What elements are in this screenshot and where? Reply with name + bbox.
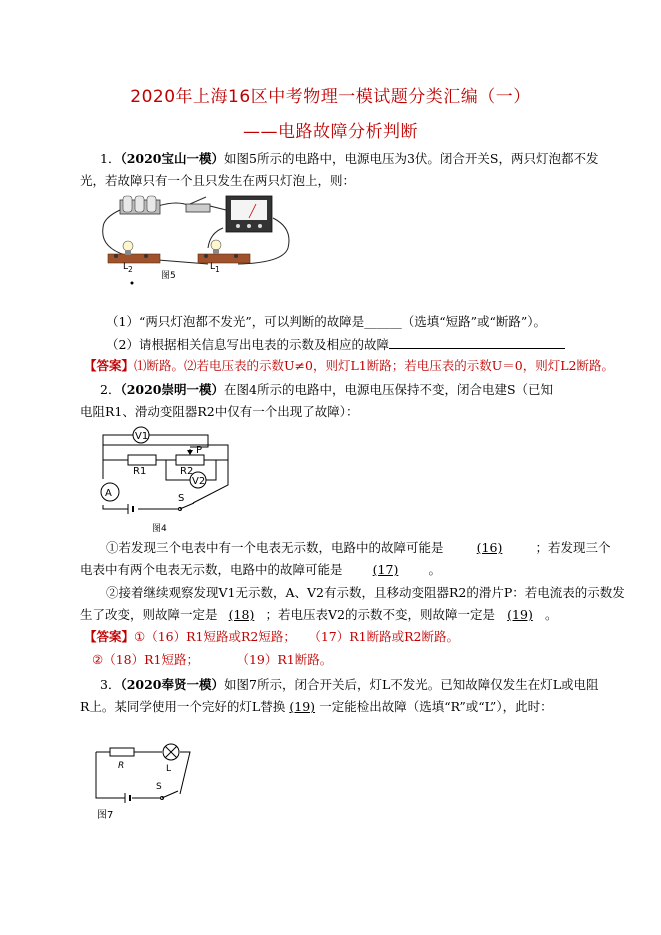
slider-p-label: P (196, 445, 203, 456)
q1-source: （2020宝山一模） (120, 151, 224, 166)
q2-answer-line1: 【答案】①（16）R1短路或R2短路； （17）R1断路或R2断路。 (84, 629, 459, 644)
switch-s-label: S (178, 493, 185, 504)
q2-stem-line1: 2．（2020崇明一模）在图4所示的电路中，电源电压保持不变，闭合电建S（已知 (100, 382, 554, 397)
v2-label: V2 (192, 476, 206, 487)
r2-label: R2 (180, 466, 194, 477)
q3-stem-line2: R上。某同学使用一个完好的灯L替换 (19) 一定能检出故障（选填“R”或“L”），此时： (80, 699, 553, 714)
q1-stem-line2: 光，若故障只有一个且只发生在两只灯泡上，则： (80, 173, 356, 188)
q3-stem-line1: 3．（2020奉贤一模）如图7所示，闭合开关后，灯L不发光。已知故障仅发生在灯L或电阻 (100, 677, 599, 692)
page-title: 2020年上海16区中考物理一模试题分类汇编（一） (130, 87, 531, 107)
q2-part2-line1: ②接着继续观察发现V1无示数，A、V2有示数，且移动变阻器R2的滑片P：若电流表的示数发 (106, 585, 625, 600)
q2-stem-line2: 电阻R1、滑动变阻器R2中仅有一个出现了故障）： (80, 404, 359, 419)
lamp-l-icon (163, 744, 179, 760)
switch-icon (186, 197, 210, 212)
q1-sub2: （2）请根据相关信息写出电表的示数及相应的故障 (106, 336, 565, 354)
q2-part2-line2: 生了改变，则故障一定是 (18) ；若电压表V2的示数不变，则故障一定是 (19) 。 (80, 607, 558, 622)
lamp-l1-icon (198, 240, 250, 263)
lamp-l2-label: $L_2$ (123, 262, 133, 274)
q2-part1-line2: 电表中有两个电表无示数，电路中的故障可能是 (17) 。 (80, 562, 442, 577)
figure-7-circuit (90, 742, 200, 804)
battery-pack-icon (120, 196, 160, 214)
lamp-l-label: L (166, 764, 172, 774)
switch-s-label: S (156, 782, 162, 792)
q2-part1-line1: ①若发现三个电表中有一个电表无示数，电路中的故障可能是 (16) ；若发现三个 (106, 540, 611, 555)
figure-7-caption: 图7 (97, 810, 114, 821)
figure-5-caption: 图5 (161, 271, 176, 281)
ammeter-label: A (105, 488, 112, 499)
q1-sub1: （1）“两只灯泡都不发光”，可以判断的故障是______（选填“短路”或“断路”）。 (106, 314, 547, 329)
lamp-l1-label: $L_1$ (210, 262, 220, 274)
q1-stem-line1 (100, 150, 598, 168)
figure-4-caption: 图4 (152, 524, 167, 534)
figure-4-circuit (98, 425, 233, 520)
q1-answer: 【答案】⑴断路。⑵若电压表的示数U≠0，则灯L1断路；若电压表的示数U＝0，则灯L2断路。 (84, 358, 614, 373)
q2-answer-line2: ②（18）R1短路； （19）R1断路。 (92, 652, 333, 667)
r1-label: R1 (133, 466, 147, 477)
q1-number: 1． (100, 151, 121, 166)
voltmeter-icon (226, 196, 272, 232)
page-subtitle: ——电路故障分析判断 (243, 122, 418, 142)
q1-stem-text: 如图5所示的电路中，电源电压为3伏。闭合开关S，两只灯泡都不发 (224, 151, 599, 166)
v1-label: V1 (135, 431, 149, 442)
lamp-l2-icon (108, 241, 160, 263)
resistor-r-label: R (118, 761, 125, 771)
